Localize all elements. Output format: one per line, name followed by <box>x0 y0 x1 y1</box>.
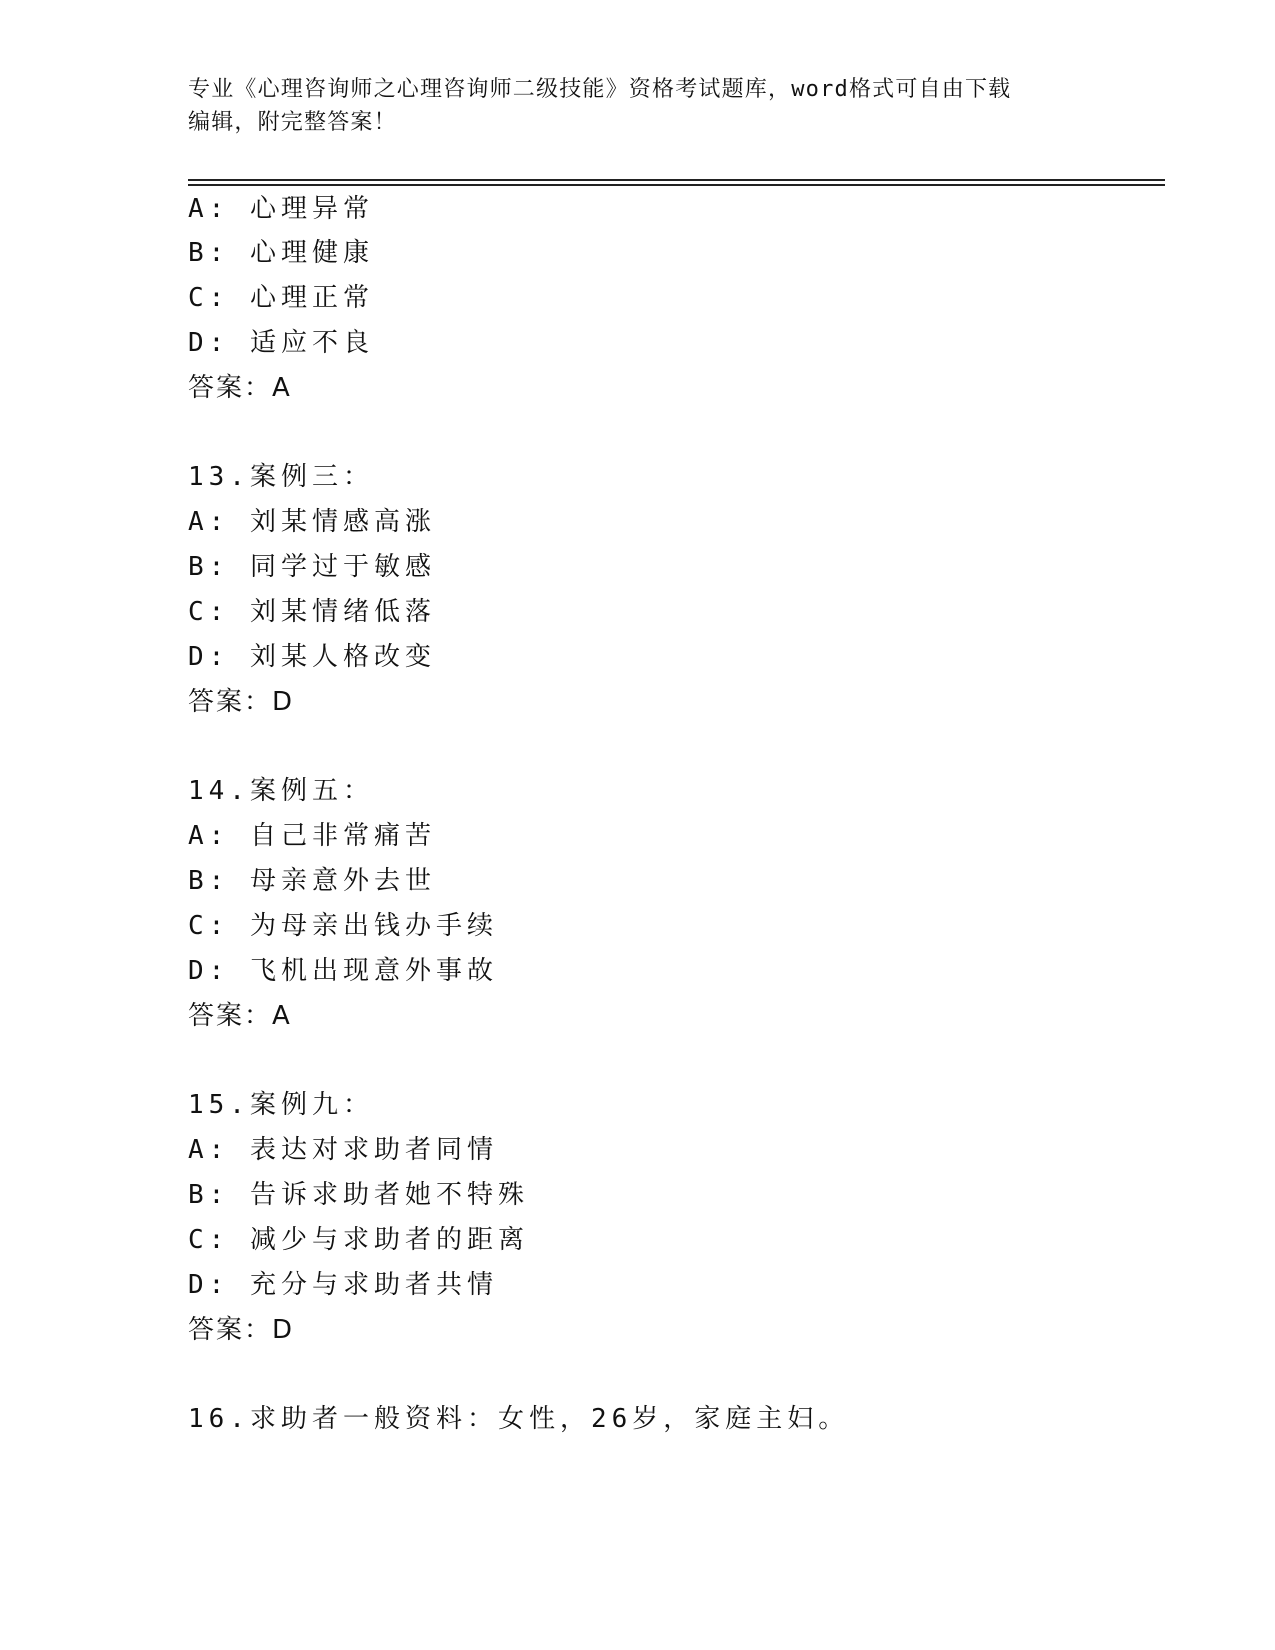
q15-option-d: D: 充分与求助者共情 <box>188 1270 498 1300</box>
q14-option-d: D: 飞机出现意外事故 <box>188 956 498 986</box>
q13-title: 13.案例三： <box>188 462 374 492</box>
q15-title: 15.案例九： <box>188 1090 374 1120</box>
q15-option-b: B: 告诉求助者她不特殊 <box>188 1180 529 1210</box>
header-divider-top <box>188 179 1165 181</box>
q12-option-b: B: 心理健康 <box>188 238 374 268</box>
q13-option-a: A: 刘某情感高涨 <box>188 507 436 537</box>
q15-option-c: C: 减少与求助者的距离 <box>188 1225 529 1255</box>
q13-answer: 答案：D <box>188 687 295 717</box>
q14-option-c: C: 为母亲出钱办手续 <box>188 911 498 941</box>
q12-option-a: A: 心理异常 <box>188 194 374 224</box>
q16-title: 16.求助者一般资料：女性，26岁，家庭主妇。 <box>188 1404 850 1434</box>
header-line-1: 专业《心理咨询师之心理咨询师二级技能》资格考试题库，word格式可自由下载 <box>188 77 1012 102</box>
q15-option-a: A: 表达对求助者同情 <box>188 1135 498 1165</box>
q13-option-c: C: 刘某情绪低落 <box>188 597 436 627</box>
q14-option-b: B: 母亲意外去世 <box>188 866 436 896</box>
q12-option-c: C: 心理正常 <box>188 283 374 313</box>
document-header <box>188 73 1088 139</box>
q13-option-d: D: 刘某人格改变 <box>188 642 436 672</box>
header-line-2: 编辑，附完整答案！ <box>188 110 397 135</box>
q13-option-b: B: 同学过于敏感 <box>188 552 436 582</box>
q14-option-a: A: 自己非常痛苦 <box>188 821 436 851</box>
q12-option-d: D: 适应不良 <box>188 328 374 358</box>
q15-answer: 答案：D <box>188 1315 295 1345</box>
q12-answer: 答案：A <box>188 373 292 403</box>
q14-answer: 答案：A <box>188 1001 292 1031</box>
q14-title: 14.案例五： <box>188 776 374 806</box>
header-divider-bottom <box>188 184 1165 186</box>
